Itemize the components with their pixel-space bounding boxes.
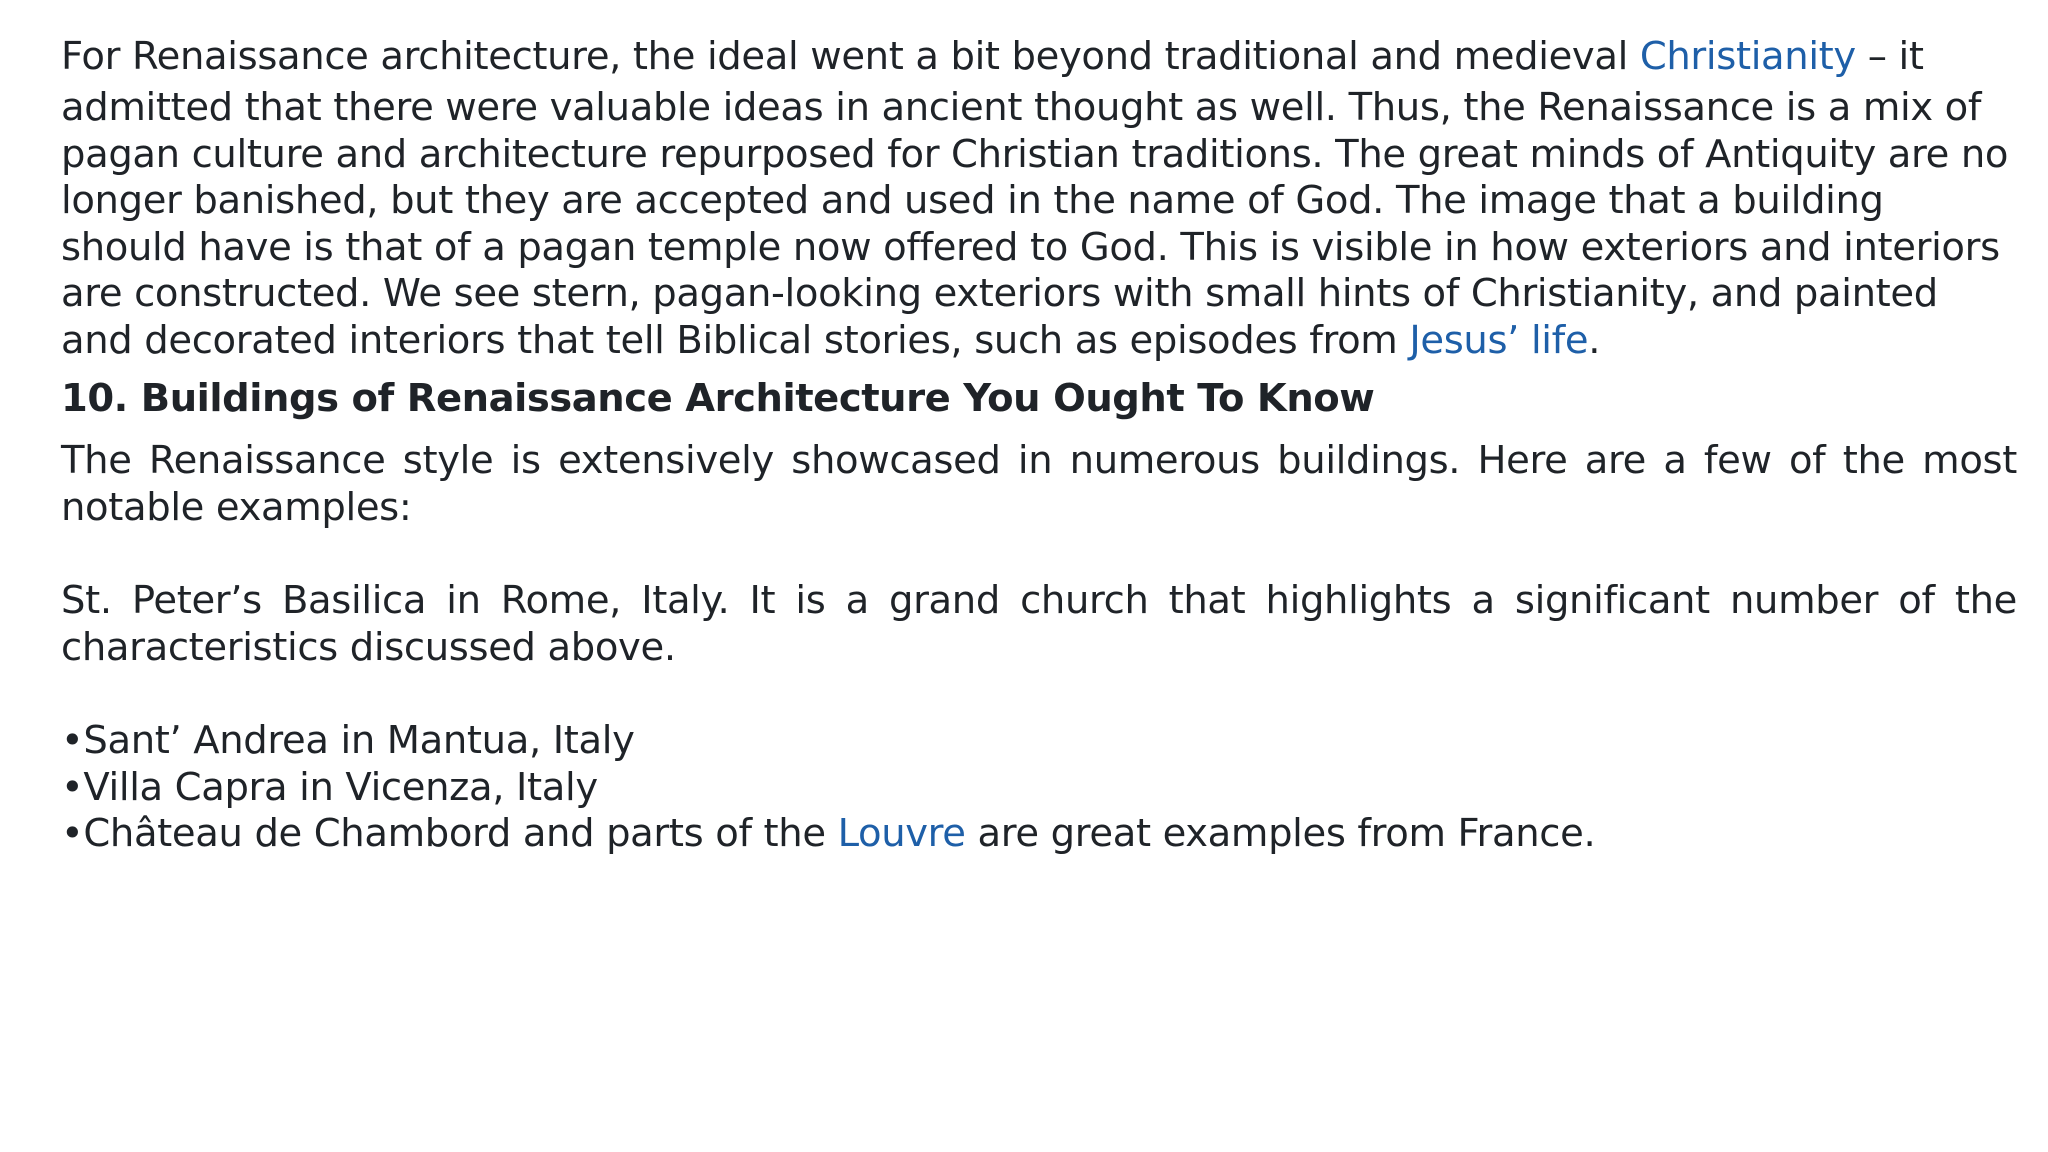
christianity-link[interactable]: Christianity [1639, 34, 1856, 79]
jesus-life-link[interactable]: Jesus’ life [1409, 317, 1589, 363]
st-peters-paragraph: St. Peter’s Basilica in Rome, Italy. It is a grand church that highlights a significant number of the characteristics discussed above. [61, 578, 2017, 670]
bullet3-text-after-link: are great examples from France. [965, 811, 1596, 856]
intro-text-end: . [1588, 317, 1601, 363]
intro-text-after-link: – it [1855, 34, 1924, 79]
intro-first-line [61, 29, 2017, 85]
spacer [61, 531, 2017, 578]
intro-text-before-link: For Renaissance architecture, the ideal went a bit beyond traditional and medieval [61, 34, 1640, 79]
intro-text-rest: admitted that there were valuable ideas in ancient thought as well. Thus, the Renaissance is a mix of pagan culture and architecture repurposed for Christian traditions. The great minds of Antiquity are no longer banished, but they are accepted and used in the name of God. The image that a building should have is that of a pagan temple now offered to God. This is visible in how exteriors and interiors are constructed. We see stern, pagan-looking exteriors with small hints of Christianity, and painted and decorated interiors that tell Biblical stories, such as episodes from [61, 85, 2009, 363]
bullet3-text-before-link: •Château de Chambord and parts of the [61, 811, 838, 856]
spacer [61, 671, 2017, 718]
list-item: •Villa Capra in Vicenza, Italy [61, 764, 598, 810]
intro-paragraph [61, 29, 2017, 364]
list-item: •Sant’ Andrea in Mantua, Italy [61, 718, 635, 763]
article-content [61, 34, 2017, 858]
buildings-list [61, 718, 2017, 858]
section-intro: The Renaissance style is extensively showcased in numerous buildings. Here are a few of the most notable examples: [61, 438, 2017, 530]
section-heading: 10. Buildings of Renaissance Architecture You Ought To Know [61, 376, 1375, 421]
list-item-louvre [61, 811, 2017, 858]
louvre-link[interactable]: Louvre [837, 811, 966, 856]
